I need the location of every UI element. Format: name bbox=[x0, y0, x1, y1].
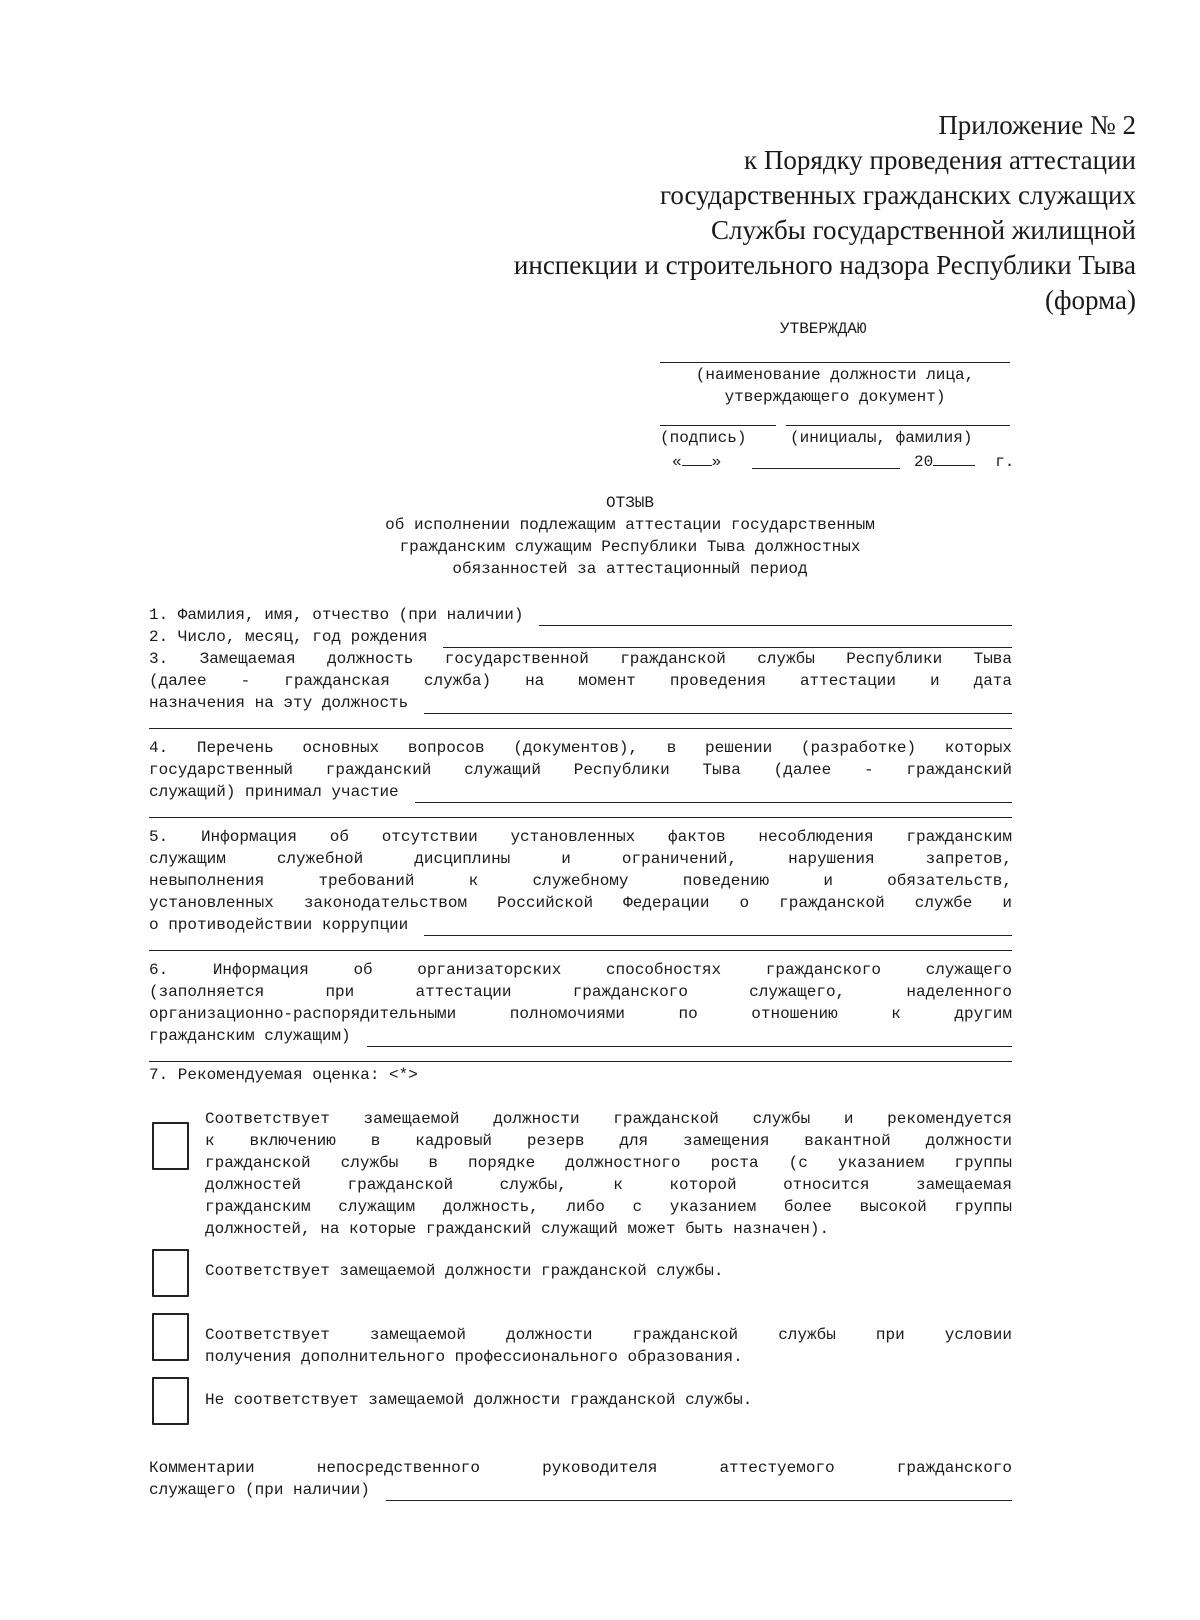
title-line: об исполнении подлежащим аттестации государственным bbox=[385, 516, 875, 534]
position-field[interactable] bbox=[424, 697, 1012, 714]
option-checkbox-reserve[interactable] bbox=[152, 1122, 189, 1170]
appendix-header bbox=[514, 108, 1136, 318]
item-discipline-text: установленных законодательством Российской Федерации о гражданской службе и bbox=[149, 894, 1012, 912]
organizational-field-extra[interactable] bbox=[149, 1047, 1012, 1062]
item-organizational: гражданским служащим) bbox=[149, 1025, 1012, 1047]
position-caption: (наименование должности лица, утверждающего документ) bbox=[695, 366, 975, 406]
day-field[interactable] bbox=[682, 449, 712, 466]
questions-field-extra[interactable] bbox=[149, 803, 1012, 818]
item-questions: служащий) принимал участие bbox=[149, 781, 1012, 803]
comments-block: Комментарии непосредственного руководителя аттестуемого гражданского служащего (при наличии) bbox=[149, 1459, 1012, 1499]
questions-field[interactable] bbox=[415, 786, 1012, 803]
approval-title: УТВЕРЖДАЮ bbox=[780, 320, 867, 338]
appendix-line: государственных гражданских служащих bbox=[659, 180, 1136, 210]
item-organizational-text: 6. Информация об организаторских способностях гражданского служащего bbox=[149, 961, 1012, 979]
title-line: гражданским служащим Республики Тыва должностных bbox=[399, 538, 861, 556]
signature-caption: (подпись) bbox=[660, 429, 747, 447]
position-field-extra[interactable] bbox=[149, 714, 1012, 729]
item-discipline-text: служащим служебной дисциплины и ограничений, нарушения запретов, bbox=[149, 850, 1012, 868]
item-position-text: 3. Замещаемая должность государственной гражданской службы Республики Тыва bbox=[149, 650, 1012, 668]
discipline-field[interactable] bbox=[424, 919, 1012, 936]
signature-line[interactable] bbox=[660, 425, 776, 426]
item-discipline-text: невыполнения требований к служебному поведению и обязательств, bbox=[149, 872, 1012, 890]
form-items bbox=[149, 604, 1012, 1086]
option-not-corresponds: Не соответствует замещаемой должности гражданской службы. bbox=[205, 1391, 753, 1409]
discipline-field-extra[interactable] bbox=[149, 936, 1012, 951]
item-questions-text: 4. Перечень основных вопросов (документов), в решении (разработке) которых bbox=[149, 739, 1012, 757]
name-line[interactable] bbox=[786, 425, 1010, 426]
item-position: назначения на эту должность bbox=[149, 692, 1012, 714]
name-caption: (инициалы, фамилия) bbox=[790, 429, 973, 447]
approval-date: « » bbox=[672, 449, 721, 473]
item-organizational-text: организационно-распорядительными полномочиями по отношению к другим bbox=[149, 1005, 1012, 1023]
item-full-name: 1. Фамилия, имя, отчество (при наличии) bbox=[149, 604, 1012, 626]
item-position-text: (далее - гражданская служба) на момент проведения аттестации и дата bbox=[149, 672, 1012, 690]
appendix-line: Службы государственной жилищной bbox=[711, 215, 1136, 245]
option-checkbox-corresponds[interactable] bbox=[152, 1249, 189, 1297]
title-heading: ОТЗЫВ bbox=[605, 494, 654, 512]
appendix-line: Приложение № 2 bbox=[938, 110, 1136, 140]
comments-field[interactable] bbox=[386, 1484, 1012, 1501]
organizational-field[interactable] bbox=[367, 1030, 1012, 1047]
item-organizational-text: (заполняется при аттестации гражданского служащего, наделенного bbox=[149, 983, 1012, 1001]
item-birth-date: 2. Число, месяц, год рождения bbox=[149, 626, 1012, 648]
birth-date-field[interactable] bbox=[443, 631, 1012, 648]
comments: служащего (при наличии) bbox=[149, 1479, 1012, 1501]
option-checkbox-conditional[interactable] bbox=[152, 1313, 189, 1361]
appendix-line: (форма) bbox=[1045, 285, 1136, 315]
item-questions-text: государственный гражданский служащий Республики Тыва (далее - гражданский bbox=[149, 761, 1012, 779]
option-reserve: Соответствует замещаемой должности гражданской службы и рекомендуется к включению в кадровый резерв для замещения вакантной должности гражданской службы в порядке должностного роста (с указанием группы должностей гражданской службы, к которой относится замещаемая гражданским служащим должность, либо с указанием более высокой группы должностей, на которые гражданский служащий может быть назначен). bbox=[205, 1110, 1012, 1238]
option-checkbox-not-corresponds[interactable] bbox=[152, 1377, 189, 1425]
option-corresponds: Соответствует замещаемой должности гражданской службы. bbox=[205, 1262, 724, 1280]
appendix-line: к Порядку проведения аттестации bbox=[744, 145, 1136, 175]
year-field: 20 г. bbox=[914, 449, 1014, 473]
month-line[interactable] bbox=[752, 468, 900, 469]
item-discipline: о противодействии коррупции bbox=[149, 914, 1012, 936]
item-recommended-rating: 7. Рекомендуемая оценка: <*> bbox=[149, 1066, 418, 1084]
item-discipline-text: 5. Информация об отсутствии установленных фактов несоблюдения гражданским bbox=[149, 828, 1012, 846]
appendix-line: инспекции и строительного надзора Республики Тыва bbox=[513, 250, 1136, 280]
review-title bbox=[150, 492, 1110, 580]
position-line[interactable] bbox=[660, 362, 1010, 363]
full-name-field[interactable] bbox=[539, 609, 1012, 626]
option-conditional: Соответствует замещаемой должности гражданской службы при условии получения дополнительного профессионального образования. bbox=[205, 1326, 1012, 1366]
title-line: обязанностей за аттестационный период bbox=[452, 560, 808, 578]
